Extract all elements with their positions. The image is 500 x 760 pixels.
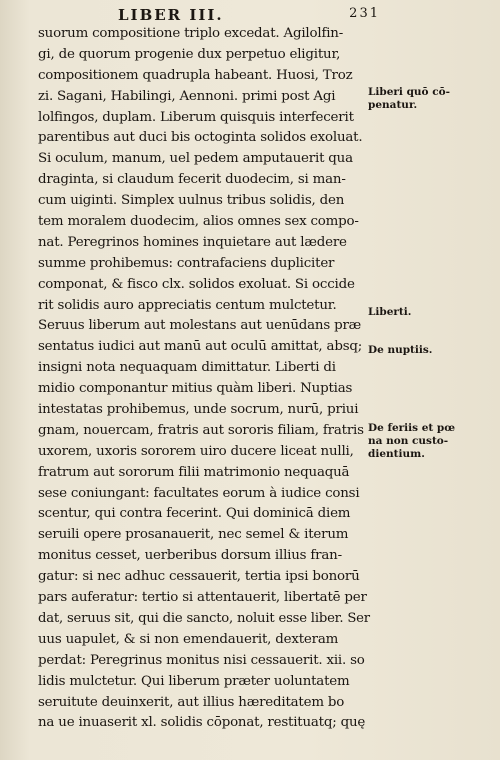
text-line: gatur: si nec adhuc cessauerit, tertia ipsi bonorū <box>38 569 360 585</box>
text-line: sese coniungant: facultates eorum à iudice consi <box>38 485 360 501</box>
text-line: compositionem quadrupla habeant. Huosi, Troz <box>38 67 353 83</box>
text-line: dat, seruus sit, qui die sancto, noluit esse liber. Ser <box>38 610 370 626</box>
text-line: tem moralem duodecim, alios omnes sex compo- <box>38 214 359 230</box>
text-line: uus uapulet, & si non emendauerit, dexteram <box>38 631 339 647</box>
text-line: sentatus iudici aut manū aut oculū amittat, absq; <box>38 339 363 355</box>
text-line: uxorem, uxoris sororem uiro ducere liceat nulli, <box>38 443 354 459</box>
body-text <box>38 24 373 734</box>
text-line: na ue inuaserit xl. solidis cōponat, restituatq; quę <box>38 715 366 731</box>
text-line: fratrum aut sororum filii matrimonio nequaquā <box>38 464 350 480</box>
margin-note-liberti <box>368 306 496 319</box>
margin-note-nuptiis <box>368 344 496 357</box>
text-line: intestatas prohibemus, unde socrum, nurū, priui <box>38 402 359 418</box>
text-line: seruili opere prosanauerit, nec semel & iterum <box>38 527 349 543</box>
margin-note-line: De nuptiis. <box>368 344 433 356</box>
folio-number: 231 <box>349 6 380 21</box>
text-line: gnam, nouercam, fratris aut sororis filiam, fratris <box>38 422 364 438</box>
text-line: draginta, si claudum fecerit duodecim, si man- <box>38 172 346 188</box>
text-line: rit solidis auro appreciatis centum mulctetur. <box>38 297 337 313</box>
running-header <box>110 6 380 26</box>
text-line: pars auferatur: tertio si attentauerit, libertatē per <box>38 590 367 606</box>
text-line: Si oculum, manum, uel pedem amputauerit qua <box>38 151 353 167</box>
margin-note-line: na non custo- <box>368 435 449 447</box>
text-line: perdat: Peregrinus monitus nisi cessauerit. xii. so <box>38 652 365 668</box>
margin-note-line: De feriis et pœ <box>368 422 456 434</box>
margin-note-line: Liberi quō cō- <box>368 86 450 98</box>
text-line: summe prohibemus: contrafaciens dupliciter <box>38 255 335 271</box>
text-line: parentibus aut duci bis octoginta solidos exoluat. <box>38 130 363 146</box>
margin-note-feriis <box>368 422 496 461</box>
running-title: LIBER III. <box>118 6 224 24</box>
text-line: seruitute deuinxerit, aut illius hæreditatem bo <box>38 694 345 710</box>
text-line: monitus cesset, uerberibus dorsum illius fran- <box>38 548 342 564</box>
margin-note-line: dientium. <box>368 448 425 460</box>
text-line: cum uiginti. Simplex uulnus tribus solidis, den <box>38 193 345 209</box>
text-line: componat, & fisco clx. solidos exoluat. Si occide <box>38 276 355 292</box>
text-line: lolfingos, duplam. Liberum quisquis interfecerit <box>38 109 354 125</box>
text-line: Seruus liberum aut molestans aut uenūdans præ <box>38 318 362 334</box>
text-line: insigni nota nequaquam dimittatur. Liberti di <box>38 360 336 376</box>
text-line: midio componantur mitius quàm liberi. Nuptias <box>38 381 353 397</box>
margin-note-liberi <box>368 86 496 112</box>
margin-note-line: penatur. <box>368 99 418 111</box>
text-line: suorum compositione triplo excedat. Agilolfin- <box>38 26 344 41</box>
text-line: zi. Sagani, Habilingi, Aennoni. primi post Agi <box>38 88 336 104</box>
text-line: gi, de quorum progenie dux perpetuo eligitur, <box>38 46 341 62</box>
margin-note-line: Liberti. <box>368 306 412 318</box>
text-line: nat. Peregrinos homines inquietare aut lædere <box>38 234 347 250</box>
text-line: lidis mulctetur. Qui liberum præter uoluntatem <box>38 673 350 689</box>
text-line: scentur, qui contra fecerint. Qui dominicā diem <box>38 506 351 522</box>
